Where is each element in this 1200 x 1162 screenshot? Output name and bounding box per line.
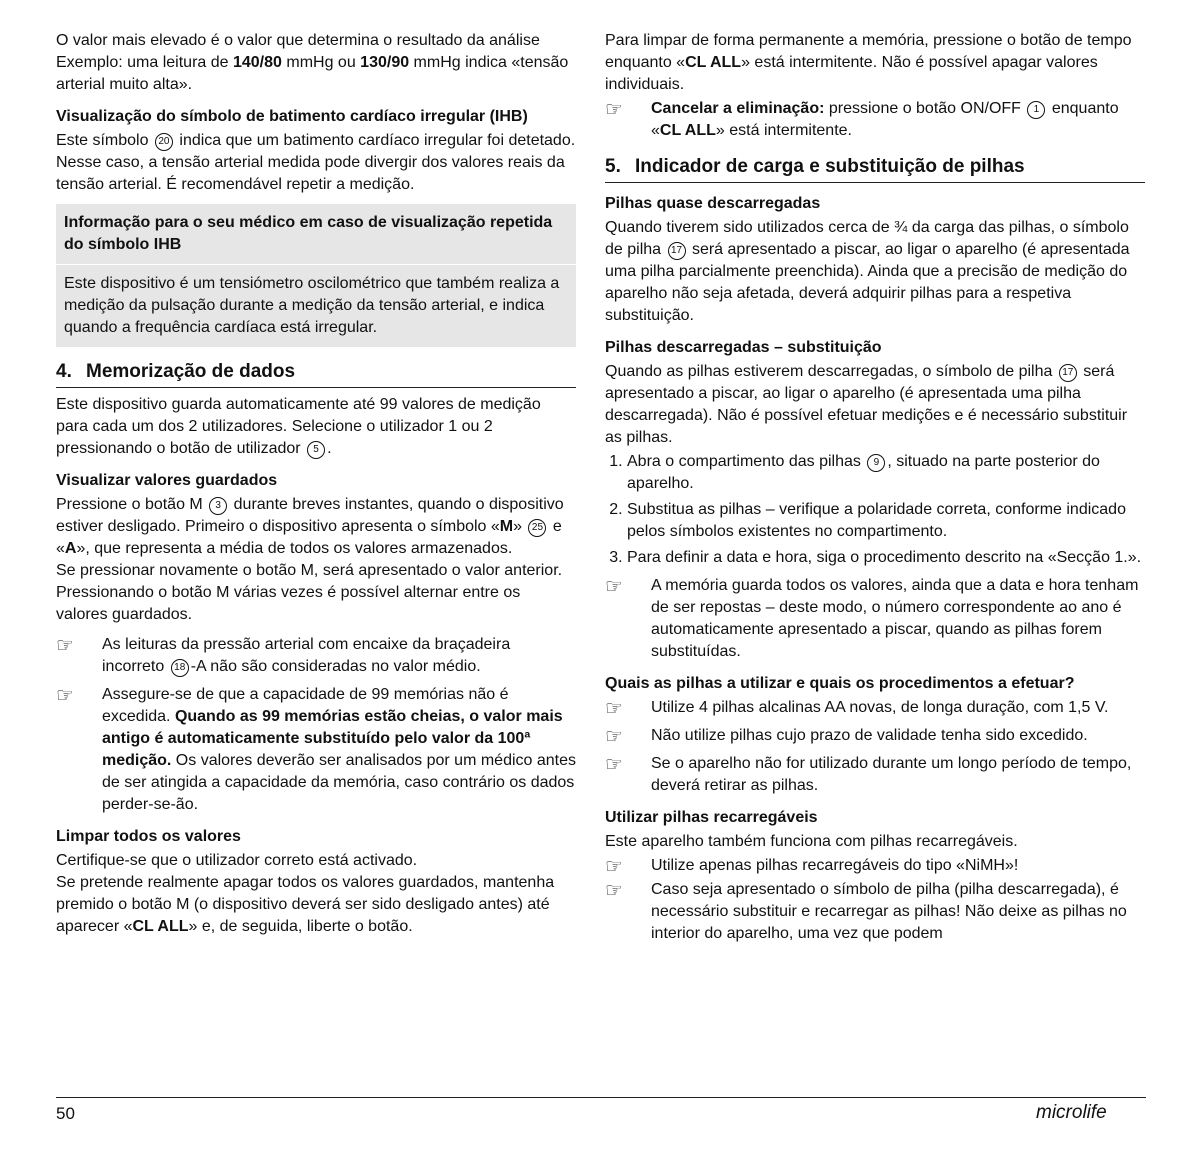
note-nimh-text: Utilize apenas pilhas recarregáveis do tipo «NiMH»! — [651, 857, 1019, 874]
note-memory-capacity — [56, 684, 576, 816]
bold-text: Cancelar a eliminação: — [651, 100, 825, 117]
pointing-hand-icon: ☞ — [56, 683, 74, 707]
doctor-info-title: Informação para o seu médico em caso de visualização repetida do símbolo IHB — [64, 214, 553, 253]
bold-text: CL ALL — [685, 54, 742, 71]
which-batteries-heading: Quais as pilhas a utilizar e quais os procedimentos a efetuar? — [605, 675, 1075, 692]
ihb-paragraph: Este símbolo 20 indica que um batimento cardíaco irregular foi detetado. Nesse caso, a tensão arterial medida pode divergir dos valores reais da tensão arterial. É recomendável repetir a medição. — [56, 132, 576, 193]
bold-text: A — [64, 540, 77, 557]
page-number: 50 — [56, 1104, 75, 1123]
section-5-number: 5. — [605, 156, 621, 177]
pointing-hand-icon: ☞ — [605, 878, 623, 902]
pointing-hand-icon: ☞ — [605, 854, 623, 878]
section-4-title: Memorização de dados — [86, 361, 296, 382]
view-values-paragraph-1: Pressione o botão M 3 durante breves instantes, quando o dispositivo estiver desligado. Primeiro o dispositivo apresenta o símbolo «M» 25 e «A», que representa a média de todos os valores armazenados. — [56, 496, 564, 557]
note-memory-kept — [605, 575, 1145, 663]
bold-text: Quando as 99 memórias estão cheias, o valor mais antigo é automaticamente substituído pelo valor da 100ª medição. — [102, 708, 563, 769]
note-long-storage — [605, 753, 1145, 797]
pointing-hand-icon: ☞ — [56, 633, 74, 657]
note-nimh — [605, 855, 1145, 877]
low-battery-heading: Pilhas quase descarregadas — [605, 195, 821, 212]
left-column — [56, 30, 576, 946]
note-recharge-text: Caso seja apresentado o símbolo de pilha (pilha descarregada), é necessário substituir e recarregar as pilhas! Não deixe as pilhas no interior do aparelho, uma vez que podem — [651, 881, 1127, 942]
reference-number-icon: 3 — [209, 497, 227, 515]
bold-text: CL ALL — [659, 122, 716, 139]
reference-number-icon: 18 — [171, 659, 189, 677]
rechargeable-heading: Utilizar pilhas recarregáveis — [605, 809, 818, 826]
replacement-steps — [605, 451, 1145, 569]
pointing-hand-icon: ☞ — [605, 752, 623, 776]
pointing-hand-icon: ☞ — [605, 724, 623, 748]
pointing-hand-icon: ☞ — [605, 696, 623, 720]
view-values-paragraph-2: Se pressionar novamente o botão M, será apresentado o valor anterior. Pressionando o botão M várias vezes é possível alternar entre os valores guardados. — [56, 562, 563, 623]
clear-values-paragraph-2: Se pretende realmente apagar todos os valores guardados, mantenha premido o botão M (o dispositivo deverá ser sido desligado antes) até aparecer «CL ALL» e, de seguida, liberte o botão. — [56, 874, 555, 935]
reference-number-icon: 5 — [307, 441, 325, 459]
memory-intro-paragraph: Este dispositivo guarda automaticamente até 99 valores de medição para cada um dos 2 utilizadores. Selecione o utilizador 1 ou 2 pressionando o botão de utilizador 5 . — [56, 396, 541, 457]
bold-text: CL ALL — [132, 918, 189, 935]
right-column — [605, 30, 1145, 951]
note-memory-kept-text: A memória guarda todos os valores, ainda que a data e hora tenham de ser repostas – deste modo, o número correspondente ao ano é automaticamente apresentado a piscar, quando as pilhas forem substituídas. — [651, 577, 1139, 660]
step-item: 2. Substitua as pilhas – verifique a polaridade correta, conforme indicado pelos símbolos existentes no compartimento. — [627, 499, 1145, 543]
ihb-heading: Visualização do símbolo de batimento cardíaco irregular (IHB) — [56, 108, 528, 125]
note-battery-type — [605, 697, 1145, 719]
brand-logo: microlife — [1036, 1102, 1107, 1123]
bold-text: M — [499, 518, 514, 535]
low-battery-paragraph: Quando tiverem sido utilizados cerca de ¾ da carga das pilhas, o símbolo de pilha 17 será apresentado a piscar, ao ligar o aparelho (é apresentada uma pilha parcialmente preenchida). Ainda que a precisão de medição do aparelho não seja afetada, deverá adquirir pilhas para a respetiva substituição. — [605, 219, 1130, 324]
note-cuff-fit — [56, 634, 576, 678]
clear-values-paragraph-1: Certifique-se que o utilizador correto está activado. — [56, 852, 418, 869]
section-5-title: Indicador de carga e substituição de pilhas — [635, 156, 1025, 177]
intro-paragraph: O valor mais elevado é o valor que determina o resultado da análise Exemplo: uma leitura de 140/80 mmHg ou 130/90 mmHg indica «tensão arterial muito alta». — [56, 32, 569, 93]
footer-divider — [56, 1097, 1146, 1098]
note-recharge — [605, 879, 1145, 945]
clear-permanent-paragraph: Para limpar de forma permanente a memória, pressione o botão de tempo enquanto «CL ALL» está intermitente. Não é possível apagar valores individuais. — [605, 32, 1132, 93]
note-cancel-deletion — [605, 98, 1145, 142]
view-values-heading: Visualizar valores guardados — [56, 472, 278, 489]
reference-number-icon: 20 — [155, 133, 173, 151]
section-4-number: 4. — [56, 361, 72, 382]
step-item: 3. Para definir a data e hora, siga o procedimento descrito na «Secção 1.». — [627, 547, 1145, 569]
flat-battery-paragraph: Quando as pilhas estiverem descarregadas, o símbolo de pilha 17 será apresentado a piscar, ao ligar o aparelho (é apresentada uma pilha descarregada). Não é possível efetuar medições e é necessário substituir as pilhas. — [605, 363, 1128, 446]
bold-text: 130/90 — [360, 54, 410, 71]
note-long-storage-text: Se o aparelho não for utilizado durante um longo período de tempo, deverá retirar as pilhas. — [651, 755, 1132, 794]
bold-text: 140/80 — [232, 54, 282, 71]
doctor-info-box — [56, 204, 576, 347]
note-battery-type-text: Utilize 4 pilhas alcalinas AA novas, de longa duração, com 1,5 V. — [651, 699, 1109, 716]
box-divider — [56, 264, 576, 265]
doctor-info-text: Este dispositivo é um tensiómetro oscilométrico que também realiza a medição da pulsação durante a medição da tensão arterial, e indica quando a frequência cardíaca está irregular. — [64, 275, 560, 336]
section-5-heading — [605, 156, 1145, 183]
note-expiry-text: Não utilize pilhas cujo prazo de validade tenha sido excedido. — [651, 727, 1088, 744]
reference-number-icon: 25 — [528, 519, 546, 537]
pointing-hand-icon: ☞ — [605, 574, 623, 598]
note-expiry — [605, 725, 1145, 747]
step-item: 1. Abra o compartimento das pilhas 9 , situado na parte posterior do aparelho. — [627, 451, 1145, 495]
section-4-heading — [56, 361, 576, 388]
flat-battery-heading: Pilhas descarregadas – substituição — [605, 339, 882, 356]
rechargeable-paragraph: Este aparelho também funciona com pilhas recarregáveis. — [605, 833, 1018, 850]
note-cancel-deletion-text: Cancelar a eliminação: pressione o botão ON/OFF 1 enquanto «CL ALL» está intermitente. — [651, 100, 1119, 139]
reference-number-icon: 17 — [1059, 364, 1077, 382]
reference-number-icon: 17 — [668, 242, 686, 260]
clear-values-heading: Limpar todos os valores — [56, 828, 241, 845]
note-cuff-fit-text: As leituras da pressão arterial com encaixe da braçadeira incorreto 18 -A não são consideradas no valor médio. — [102, 636, 511, 675]
reference-number-icon: 1 — [1027, 101, 1045, 119]
reference-number-icon: 9 — [867, 454, 885, 472]
pointing-hand-icon: ☞ — [605, 97, 623, 121]
note-memory-capacity-text: Assegure-se de que a capacidade de 99 memórias não é excedida. Quando as 99 memórias estão cheias, o valor mais antigo é automaticamente substituído pelo valor da 100ª medição. Os valores deverão ser analisados por um médico antes de ser atingida a capacidade da memória, caso contrário os dados perder-se-ão. — [102, 686, 577, 813]
